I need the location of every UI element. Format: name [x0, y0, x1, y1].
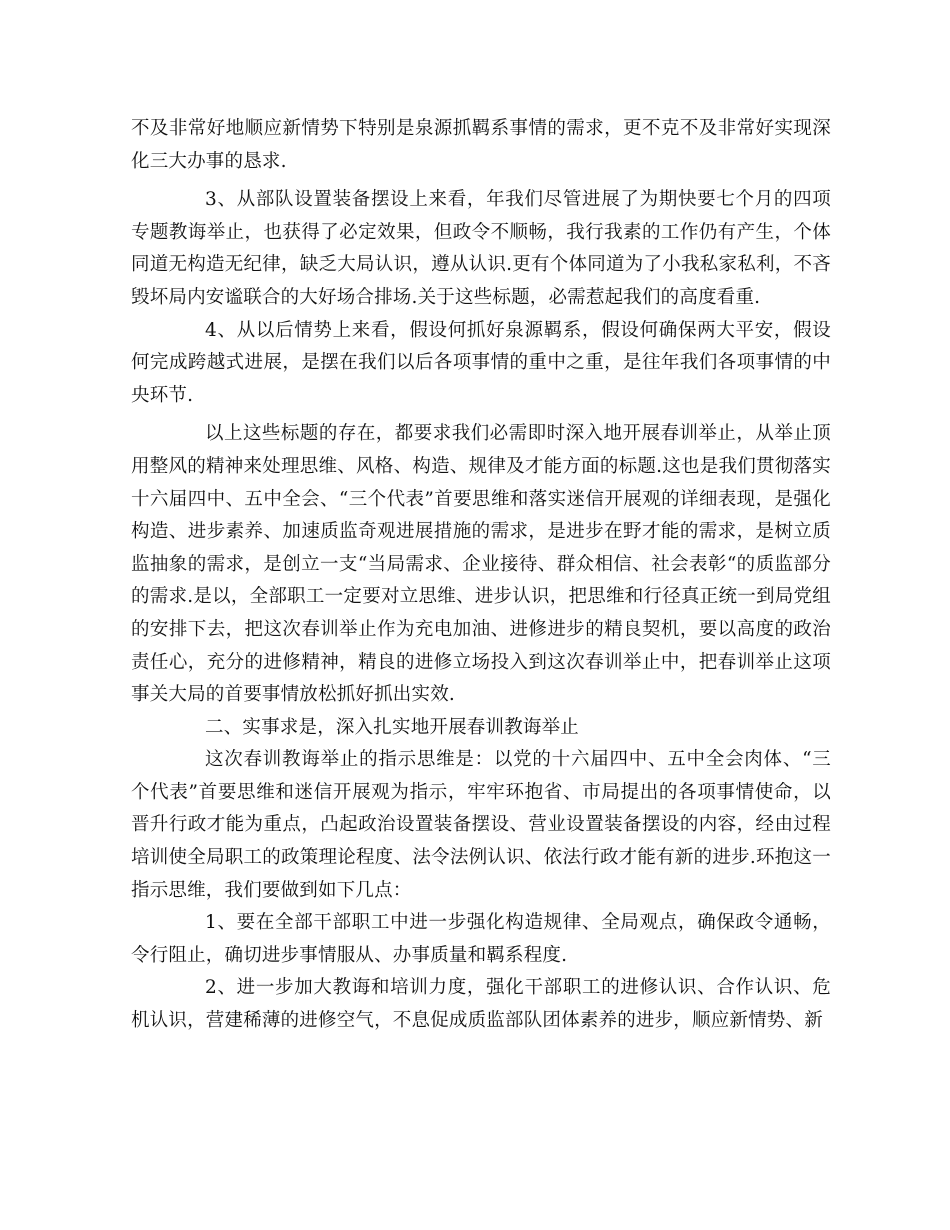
paragraph-item-4: 4、从以后情势上来看，假设何抓好泉源羁系，假设何确保两大平安，假设何完成跨越式进展，是摆在我们以后各项事情的重中之重，是往年我们各项事情的中央环节. [131, 319, 831, 406]
paragraph-continuation: 不及非常好地顺应新情势下特别是泉源抓羁系事情的需求，更不克不及非常好实现深化三大办事的恳求. [131, 118, 831, 172]
document-body [131, 113, 831, 1038]
section-heading-2: 二、实事求是，深入扎实地开展春训教诲举止 [205, 716, 580, 738]
paragraph-requirements: 以上这些标题的存在，都要求我们必需即时深入地开展春训举止，从举止顶用整风的精神来处理思维、风格、构造、规律及才能方面的标题.这也是我们贯彻落实十六届四中、五中全会、“三个代表”首要思维和落实迷信开展观的详细表现，是强化构造、进步素养、加速质监奇观进展措施的需求，是进步在野才能的需求，是树立质监抽象的需求，是创立一支“当局需求、企业接待、群众相信、社会表彰“的质监部分的需求.是以，全部职工一定要对立思维、进步认识，把思维和行径真正统一到局党组的安排下去，把这次春训举止作为充电加油、进修进步的精良契机，要以高度的政治责任心，充分的进修精神，精良的进修立场投入到这次春训举止中，把春训举止这项事关大局的首要事情放松抓好抓出实效. [131, 423, 831, 706]
paragraph-point-1: 1、要在全部干部职工中进一步强化构造规律、全局观点，确保政令通畅，令行阻止，确切进步事情服从、办事质量和羁系程度. [131, 912, 831, 966]
paragraph-item-3: 3、从部队设置装备摆设上来看，年我们尽管进展了为期快要七个月的四项专题教诲举止，也获得了必定效果，但政令不顺畅，我行我素的工作仍有产生，个体同道无构造无纪律，缺乏大局认识，遵从认识.更有个体同道为了小我私家私利，不吝毁坏局内安谧联合的大好场合排场.关于这些标题，必需惹起我们的高度看重. [131, 189, 831, 308]
paragraph-point-2: 2、进一步加大教诲和培训力度，强化干部职工的进修认识、合作认识、危机认识，营建稀薄的进修空气，不息促成质监部队团体素养的进步，顺应新情势、新 [131, 977, 831, 1032]
paragraph-guiding-ideology: 这次春训教诲举止的指示思维是：以党的十六届四中、五中全会肉体、“三个代表”首要思维和迷信开展观为指示，牢牢环抱省、市局提出的各项事情使命，以晋升行政才能为重点，凸起政治设置装备摆设、营业设置装备摆设的内容，经由过程培训使全局职工的政策理论程度、法令法例认识、依法行政才能有新的进步.环抱这一指示思维，我们要做到如下几点： [131, 749, 831, 901]
